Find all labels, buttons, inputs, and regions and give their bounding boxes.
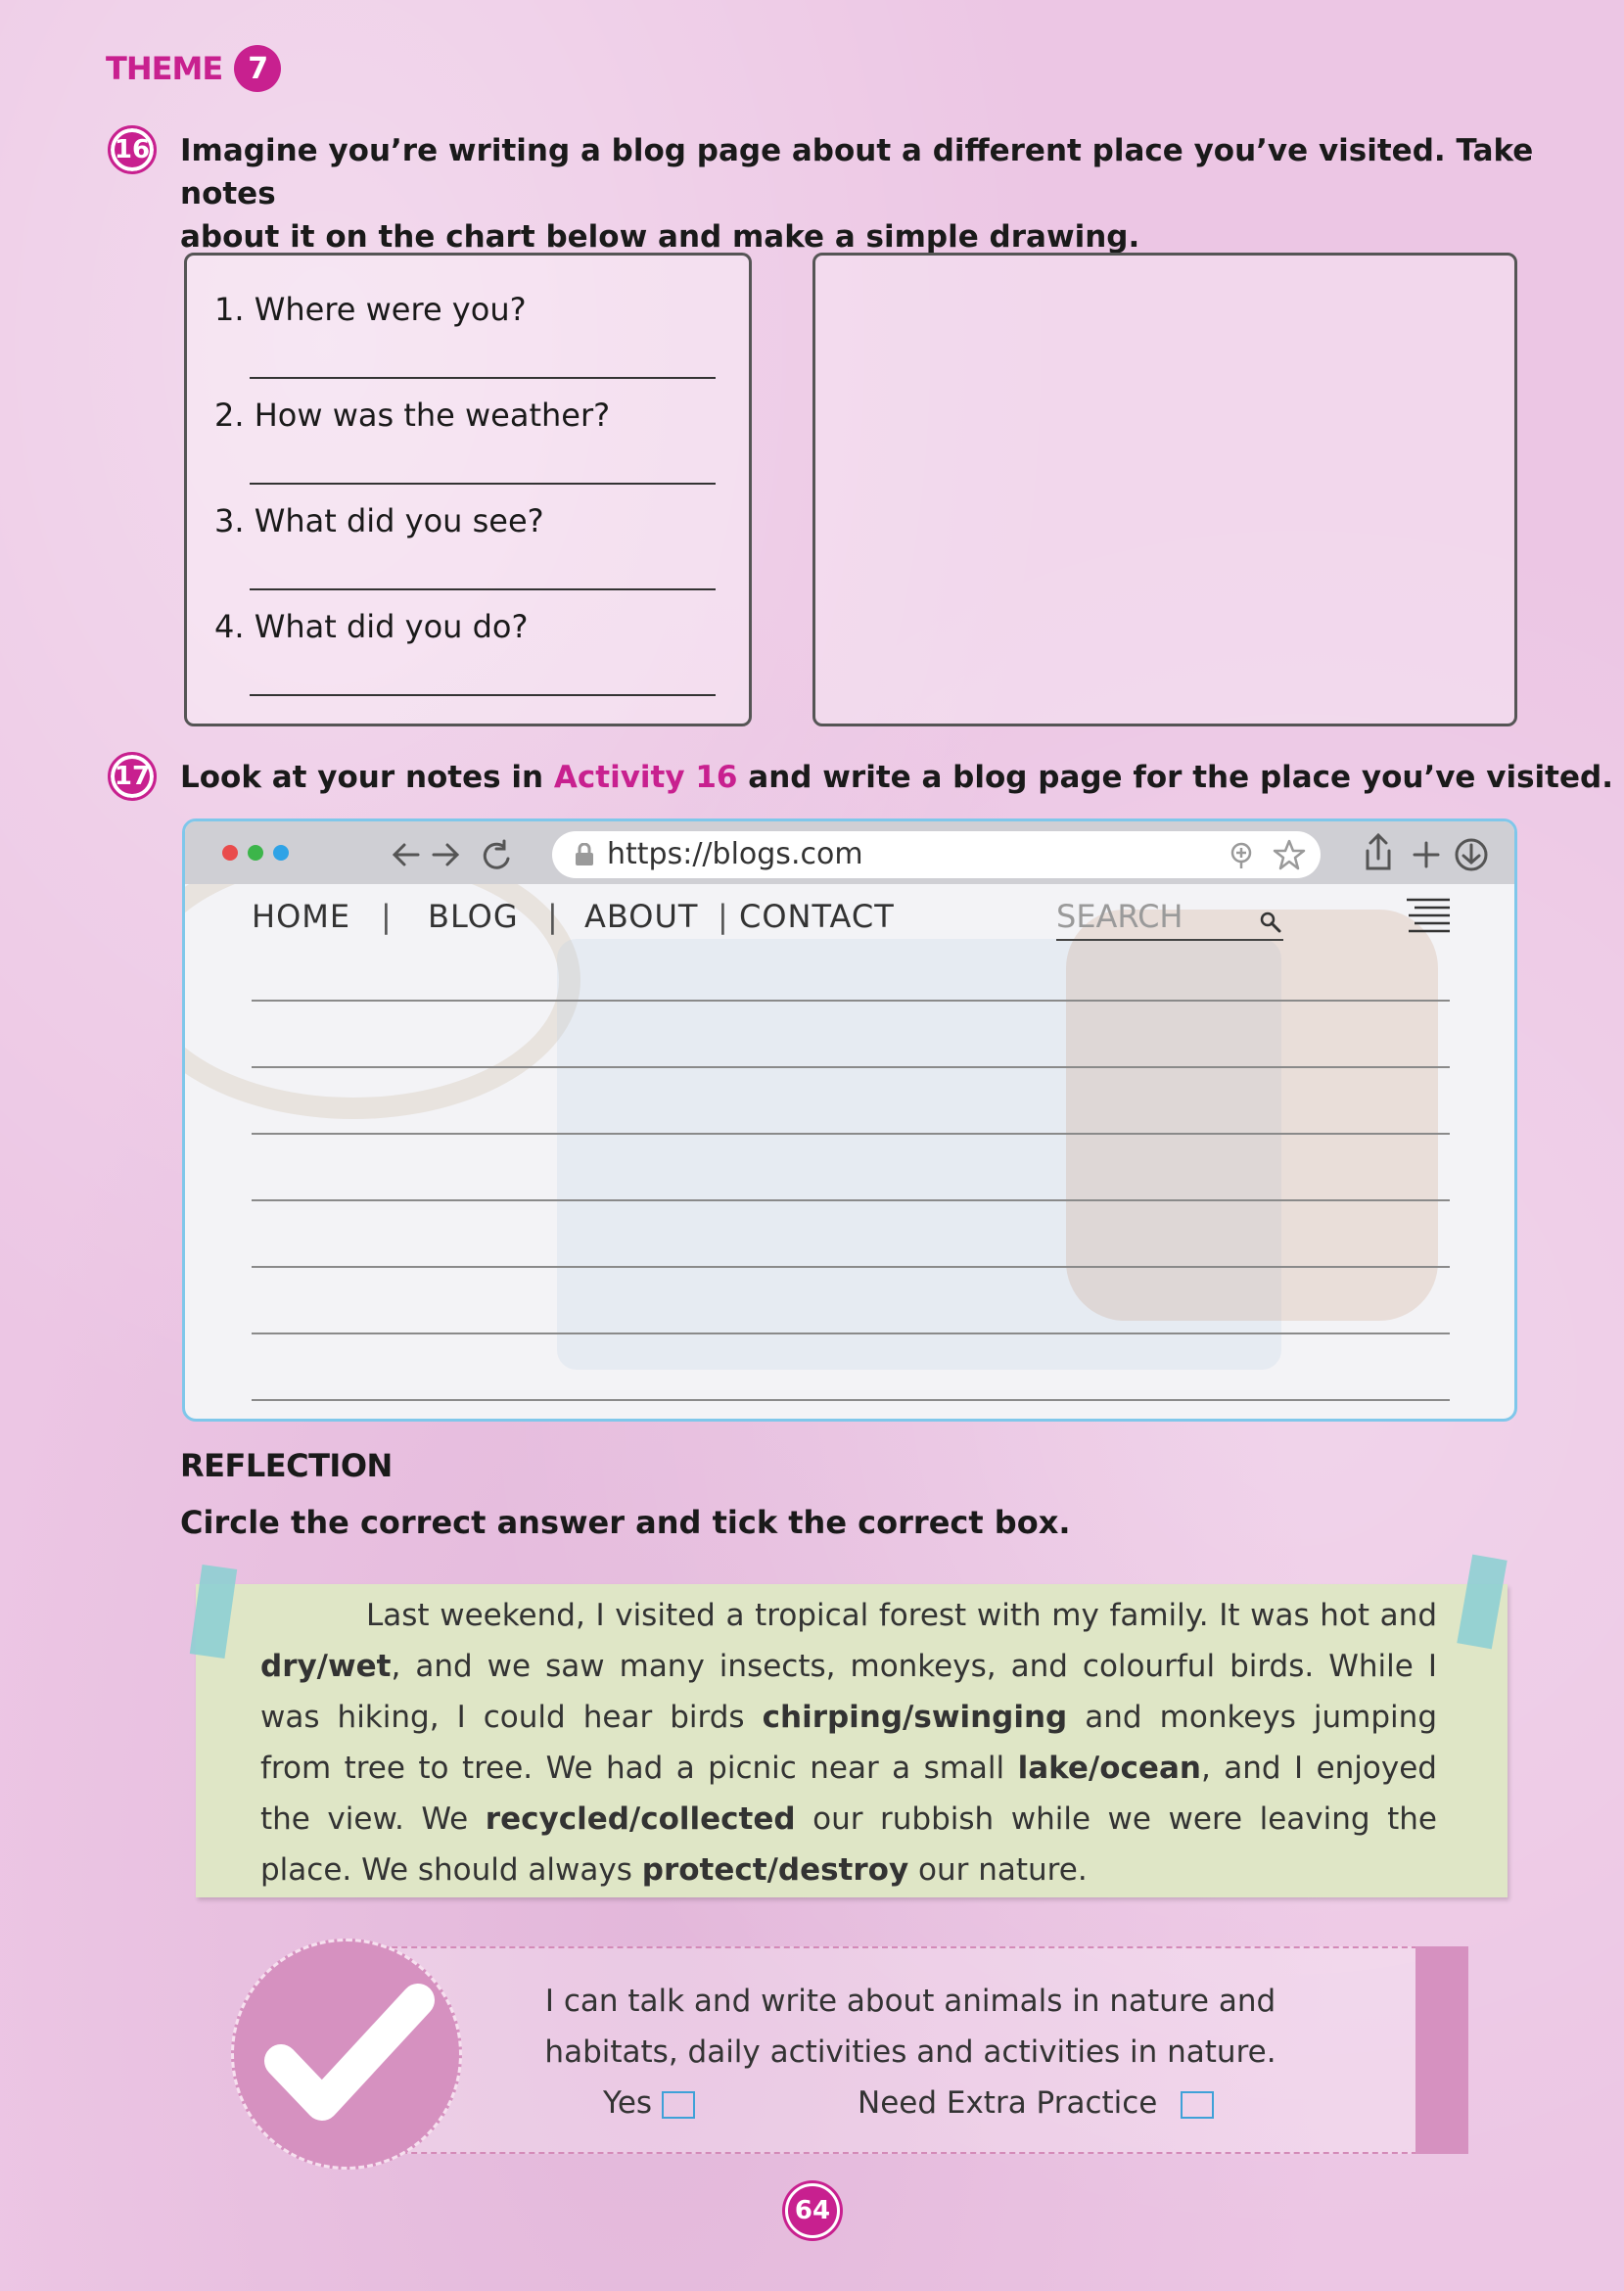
lock-icon bbox=[574, 843, 595, 866]
navigation-icons bbox=[389, 837, 526, 872]
toolbar-actions bbox=[1356, 829, 1503, 876]
blog-writing-line[interactable] bbox=[252, 1333, 1450, 1334]
choice-lake-ocean[interactable]: lake/ocean bbox=[1017, 1751, 1201, 1786]
activity-16-instruction bbox=[180, 129, 1624, 258]
close-dot-icon[interactable] bbox=[222, 845, 238, 861]
yes-checkbox[interactable] bbox=[662, 2091, 695, 2119]
reflection-paragraph bbox=[260, 1590, 1437, 1895]
blog-writing-line[interactable] bbox=[252, 1266, 1450, 1268]
new-tab-icon[interactable] bbox=[1415, 843, 1438, 866]
blog-writing-line[interactable] bbox=[252, 1133, 1450, 1135]
theme-number: 7 bbox=[234, 45, 281, 92]
answer-line-4[interactable] bbox=[250, 694, 716, 696]
self-assessment-strip bbox=[1415, 1946, 1468, 2154]
activity-16-badge: 16 bbox=[108, 125, 157, 174]
activity-17-instruction-before: Look at your notes in bbox=[180, 760, 554, 795]
paragraph-text-4: , and I enjoyed the view. We bbox=[260, 1751, 1437, 1837]
answer-line-2[interactable] bbox=[250, 483, 716, 485]
blog-writing-line[interactable] bbox=[252, 1399, 1450, 1401]
paragraph-text-2: , and we saw many insects, monkeys, and colourful birds. While I was hiking, I could hear birds bbox=[260, 1649, 1437, 1735]
reflection-paper-note bbox=[196, 1584, 1508, 1897]
choice-recycled-collected[interactable]: recycled/collected bbox=[485, 1801, 796, 1837]
tick-stamp bbox=[231, 1939, 462, 2170]
activity-16-instruction-line2: about it on the chart below and make a simple drawing. bbox=[180, 219, 1140, 255]
activity-17-reference: Activity 16 bbox=[553, 760, 738, 795]
yes-label: Yes bbox=[603, 2085, 653, 2121]
activity-17-instruction bbox=[180, 756, 1613, 799]
question-4: 4. What did you do? bbox=[214, 608, 529, 645]
nav-contact[interactable]: CONTACT bbox=[739, 898, 895, 935]
blog-search-field[interactable] bbox=[1056, 898, 1283, 941]
choice-protect-destroy[interactable]: protect/destroy bbox=[641, 1852, 909, 1888]
blog-browser-window bbox=[182, 818, 1517, 1422]
notes-chart bbox=[184, 253, 752, 726]
question-3: 3. What did you see? bbox=[214, 502, 544, 539]
self-assessment-line1: I can talk and write about animals in nature and bbox=[544, 1984, 1276, 2019]
reflection-instruction: Circle the correct answer and tick the correct box. bbox=[180, 1504, 1071, 1541]
paragraph-text-6: our nature. bbox=[908, 1852, 1088, 1888]
extra-practice-label: Need Extra Practice bbox=[858, 2085, 1158, 2121]
nav-about[interactable]: ABOUT bbox=[584, 898, 699, 935]
activity-17-badge: 17 bbox=[108, 752, 157, 801]
activity-16-instruction-line1: Imagine you’re writing a blog page about a different place you’ve visited. Take notes bbox=[180, 133, 1534, 211]
blog-writing-line[interactable] bbox=[252, 1066, 1450, 1068]
paragraph-text-5: our rubbish while we were leaving the place. We should always bbox=[260, 1801, 1437, 1888]
address-bar[interactable] bbox=[552, 831, 1321, 878]
activity-17-instruction-after: and write a blog page for the place you’ve visited. bbox=[737, 760, 1613, 795]
nav-home[interactable]: HOME bbox=[252, 898, 351, 935]
question-1: 1. Where were you? bbox=[214, 291, 527, 328]
menu-icon[interactable] bbox=[1405, 896, 1452, 935]
share-icon[interactable] bbox=[1368, 835, 1389, 868]
nav-separator: | bbox=[547, 898, 559, 935]
nav-blog[interactable]: BLOG bbox=[428, 898, 519, 935]
nav-separator: | bbox=[718, 898, 729, 935]
maximize-dot-icon[interactable] bbox=[273, 845, 289, 861]
search-icon[interactable] bbox=[1260, 912, 1281, 933]
page-number: 64 bbox=[785, 2183, 840, 2238]
zoom-icon[interactable] bbox=[1228, 841, 1257, 870]
blog-writing-line[interactable] bbox=[252, 1199, 1450, 1201]
answer-line-1[interactable] bbox=[250, 377, 716, 379]
answer-line-3[interactable] bbox=[250, 588, 716, 590]
minimize-dot-icon[interactable] bbox=[248, 845, 263, 861]
camera-decoration bbox=[1066, 910, 1438, 1321]
back-arrow-icon[interactable] bbox=[394, 845, 418, 865]
url-text: https://blogs.com bbox=[607, 837, 863, 871]
extra-practice-option bbox=[858, 2085, 1214, 2121]
choice-dry-wet[interactable]: dry/wet bbox=[260, 1649, 392, 1684]
yes-option bbox=[603, 2085, 695, 2121]
self-assessment-line2: habitats, daily activities and activities in nature. bbox=[544, 2034, 1276, 2070]
extra-practice-checkbox[interactable] bbox=[1181, 2091, 1214, 2119]
nav-separator: | bbox=[381, 898, 393, 935]
checkmark-icon bbox=[261, 1975, 438, 2131]
reflection-heading: REFLECTION bbox=[180, 1447, 393, 1484]
theme-heading bbox=[106, 45, 281, 92]
paragraph-text-1: Last weekend, I visited a tropical forest with my family. It was hot and bbox=[366, 1598, 1437, 1633]
paragraph-text-3: and monkeys jumping from tree to tree. We had a picnic near a small bbox=[260, 1700, 1437, 1786]
question-2: 2. How was the weather? bbox=[214, 397, 611, 434]
choice-chirping-swinging[interactable]: chirping/swinging bbox=[762, 1700, 1068, 1735]
blog-writing-line[interactable] bbox=[252, 1000, 1450, 1002]
drawing-area[interactable] bbox=[812, 253, 1517, 726]
forward-arrow-icon[interactable] bbox=[434, 845, 457, 865]
reload-icon[interactable] bbox=[485, 841, 508, 867]
bookmark-star-icon[interactable] bbox=[1273, 839, 1306, 870]
search-placeholder: SEARCH bbox=[1056, 898, 1183, 935]
theme-label: THEME bbox=[106, 50, 223, 87]
